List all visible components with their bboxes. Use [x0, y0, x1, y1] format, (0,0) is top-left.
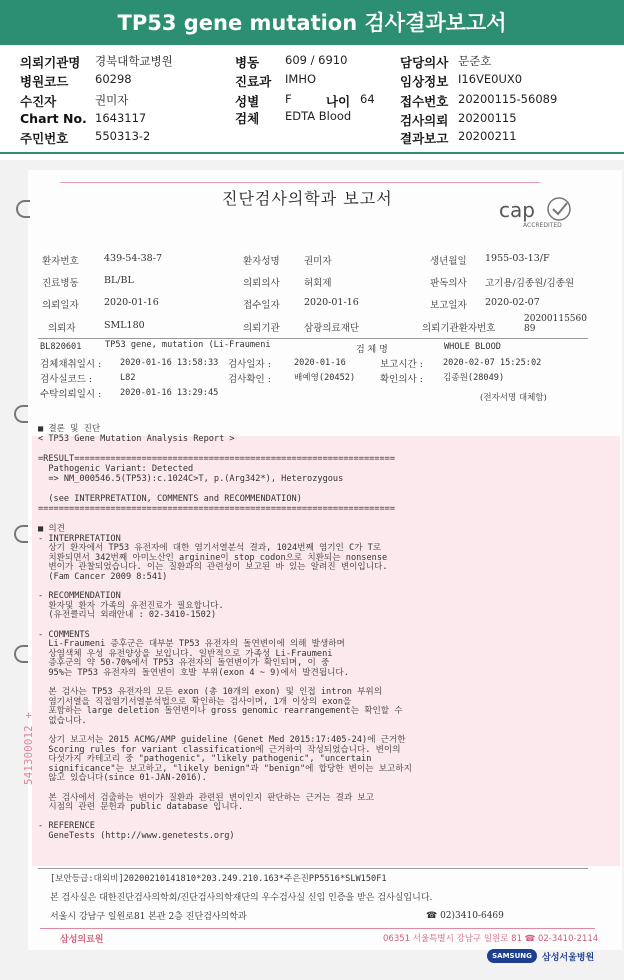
label-ward: 병동	[235, 55, 260, 70]
report-header	[0, 0, 624, 45]
label-requesting-institution: 의뢰기관명	[20, 55, 81, 70]
footer-address: 06351 서울특별시 강남구 일원로 81 ☎ 02-3410-2114	[383, 934, 599, 944]
address-line: 서울시 강남구 일원로81 본관 2층 진단검사의학과	[50, 912, 247, 922]
cap-accreditation-logo	[497, 195, 575, 231]
header-title: TP53 gene mutation 검사결과보고서	[117, 11, 507, 35]
label-test-request: 검사의뢰	[400, 113, 449, 128]
meta-value: 2020-01-16 13:58:33	[120, 358, 219, 368]
grid-value: 2020-02-07	[485, 297, 540, 308]
binder-hole-icon	[14, 405, 28, 423]
samsung-logo: SAMSUNG	[487, 949, 537, 963]
grid-label: 의뢰일자	[42, 300, 79, 311]
grid-label: 접수일자	[243, 300, 280, 311]
grid-label: 진료병동	[42, 278, 79, 289]
meta-label: 확인의사 :	[380, 374, 423, 385]
value-ward: 609 / 6910	[285, 53, 348, 67]
binder-hole-icon	[14, 645, 28, 663]
meta-label: 검사일자 :	[228, 359, 271, 370]
header-divider	[0, 152, 624, 154]
value-requesting-institution: 경북대학교병원	[95, 54, 173, 68]
footer-divider	[38, 868, 588, 869]
value-receipt-number: 20200115-56089	[458, 92, 558, 106]
meta-value: L82	[120, 373, 136, 383]
footer-left-brand: 삼성의료원	[60, 935, 104, 945]
grid-value: 고기용/김종원/김종원	[485, 278, 574, 289]
label-receipt-number: 접수번호	[400, 94, 449, 109]
grid-label: 환자번호	[42, 256, 79, 267]
label-age: 나이	[326, 94, 351, 109]
specimen-label: 검 체 명	[356, 345, 388, 355]
value-test-request: 20200115	[458, 111, 517, 125]
grid-value: 2020-01-16	[304, 297, 359, 308]
value-patient: 권미자	[95, 93, 129, 107]
meta-label: 보고시간 :	[380, 359, 423, 370]
grid-value: 20200115560 89	[524, 314, 587, 334]
security-line: [보안등급:대외비]20200210141810*203.249.210.163*주은진PP5516*SLW150F1	[50, 874, 387, 884]
order-code: BL820601	[40, 342, 82, 352]
meta-label: 검체채취일시 :	[40, 359, 102, 370]
label-hospital-code: 병원코드	[20, 74, 69, 89]
specimen-value: WHOLE BLOOD	[444, 342, 501, 352]
label-specimen: 검체	[235, 111, 260, 126]
cap-logo-text: cap	[499, 198, 535, 222]
label-chart-no: Chart No.	[20, 111, 87, 126]
grid-value: 권미자	[304, 256, 332, 267]
value-clinical-info: I16VE0UX0	[458, 72, 523, 86]
meta-label: 검사실코드 :	[40, 374, 93, 385]
value-specimen: EDTA Blood	[285, 109, 352, 123]
meta-value: 2020-01-16 13:29:45	[120, 388, 219, 398]
grid-label: 의뢰기관환자번호	[422, 323, 496, 334]
top-pink-rule	[60, 182, 540, 183]
grid-value: BL/BL	[104, 275, 134, 286]
meta-label: 수탁의뢰일시 :	[40, 389, 102, 400]
result-block: ■ 결론 및 진단 < TP53 Gene Mutation Analysis Report > =RESULT============================================================== Pathogenic Variant: Detected => NM_000546.5(TP53):c.1024C>T, p.(Arg342*), Heterozygous (see INTERPRETATION, COMMENTS and RECOMMENDATION) =====================================================================	[38, 424, 395, 514]
value-chart-no: 1643117	[95, 111, 147, 125]
signature-note: (전자서명 대체함)	[480, 393, 547, 403]
grid-value: 삼광의료재단	[304, 323, 360, 334]
value-age: 64	[360, 92, 375, 106]
grid-label: 의뢰자	[48, 323, 76, 334]
value-resident-number: 550313-2	[95, 129, 151, 143]
value-sex: F	[285, 92, 292, 106]
label-patient: 수진자	[20, 94, 57, 109]
grid-value: 439-54-38-7	[104, 253, 162, 264]
value-hospital-code: 60298	[95, 72, 132, 86]
cap-accredited-text: ACCREDITED	[523, 222, 562, 229]
label-department: 진료과	[235, 74, 272, 89]
grid-divider	[38, 338, 588, 339]
phone-line: ☎ 02)3410-6469	[426, 911, 504, 921]
meta-label: 검사확인 :	[228, 374, 271, 385]
value-physician: 문준호	[458, 54, 492, 68]
label-resident-number: 주민번호	[20, 131, 69, 146]
value-result-report: 20200211	[458, 129, 517, 143]
label-clinical-info: 임상정보	[400, 74, 449, 89]
grid-value: 허회제	[304, 278, 332, 289]
meta-value: 김종원(28049)	[443, 373, 505, 383]
patient-info-panel	[0, 45, 624, 153]
binder-hole-icon	[14, 525, 28, 543]
grid-label: 판독의사	[430, 278, 467, 289]
grid-label: 보고일자	[430, 300, 467, 311]
footer-pink-rule	[40, 928, 595, 929]
label-physician: 담당의사	[400, 55, 449, 70]
grid-value: 1955-03-13/F	[485, 253, 550, 264]
grid-label: 생년월일	[430, 256, 467, 267]
comment-block: ■ 의견 - INTERPRETATION 상기 환자에서 TP53 유전자에 대한 염기서열분석 결과, 1024번째 염기인 C가 T로 치환되면서 342번째 아미노산인 arginine이 stop codon으로 치환되는 nonsense 변이가 관찰되었습니다. 이는 질환과의 관련성이 보고된 바 있는 알려진 변이입니다. (Fam Cancer 2009 8:541) - RECOMMENDATION 환자및 환자 가족의 유전진료가 필요합니다. (유전클리닉 외래안내 : 02-3410-1502) - COMMENTS Li-Fraumeni 증후군은 대부분 TP53 유전자의 돌연변이에 의해 발생하며 상염색체 우성 유전양상을 보입니다. 일반적으로 가족성 Li-Fraumeni 증후군의 약 50-70%에서 TP53 유전자의 돌연변이가 확인되며, 이 중 95%는 TP53 유전자의 돌연변이 호발 부위(exon 4 ~ 9)에서 발견됩니다. 본 검사는 TP53 유전자의 모든 exon (총 10개의 exon) 및 인접 intron 부위의 염기서열을 직접염기서열분석법으로 확인하는 검사이며, 1개 이상의 exon을 포함하는 large deletion 돌연변이나 gross genomic rearrangement는 확인할 수 없습니다. 상기 보고서는 2015 ACMG/AMP guideline (Genet Med 2015:17:405-24)에 근거한 Scoring rules for variant classification에 근거하여 작성되었습니다. 변이의 다섯가지 카테고리 중 "pathogenic", "likely pathogenic", "uncertain significance"는 보고하고, "likely benign"과 "benign"에 합당한 변이는 보고하지 않고 있습니다(since 01-JAN-2016). 본 검사에서 검출하는 변이가 질환과 관련된 변이인지 판단하는 근거는 결과 보고 시점의 관련 문헌과 public database 입니다. - REFERENCE GeneTests (http://www.genetests.org)	[38, 524, 412, 841]
grid-label: 환자성명	[243, 256, 280, 267]
label-sex: 성별	[235, 94, 260, 109]
grid-label: 의뢰기관	[243, 323, 280, 334]
grid-value: SML180	[104, 320, 145, 331]
footer-hospital-name: 삼성서울병원	[542, 953, 595, 963]
order-name: TP53 gene, mutation (Li-Fraumeni	[105, 340, 271, 350]
binder-hole-icon	[16, 200, 30, 218]
grid-value: 2020-01-16	[104, 297, 159, 308]
value-department: IMHO	[285, 72, 317, 86]
side-code: 541300012 +	[22, 712, 35, 785]
certification-line: 본 검사실은 대한진단검사의학회/진단검사의학재단의 우수검사실 신임 인증을 받은 검사실입니다.	[50, 893, 433, 903]
label-result-report: 결과보고	[400, 131, 449, 146]
meta-value: 2020-01-16	[294, 358, 346, 368]
meta-value: 배예영(20452)	[294, 373, 356, 383]
report-title: 진단검사의학과 보고서	[222, 189, 393, 208]
grid-label: 의뢰의사	[243, 278, 280, 289]
meta-value: 2020-02-07 15:25:02	[443, 358, 542, 368]
